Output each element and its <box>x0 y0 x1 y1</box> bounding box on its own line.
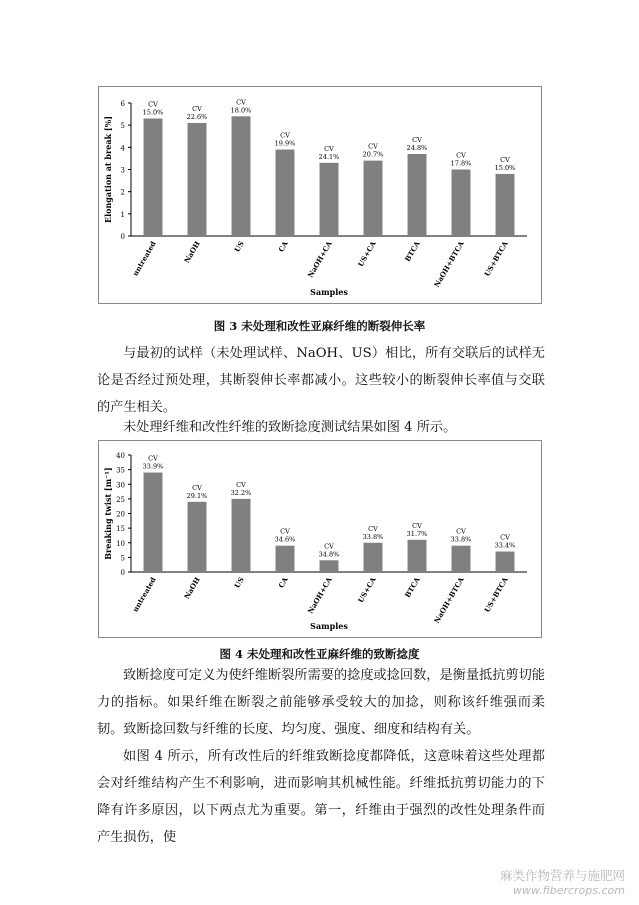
fig3-cv-label: 20.7% <box>362 150 384 159</box>
fig4-cv-prefix: CV <box>412 521 422 530</box>
paragraph-4: 如图 4 所示，所有改性后的纤维致断捻度都降低，这意味着这些处理都会对纤维结构产生不利影响，进而影响其机械性能。纤维抵抗剪切能力的下降有许多原因，以下两点尤为重要。第一，纤维由于强烈的改性处理条件而产生损伤，使 <box>97 749 545 845</box>
fig4-cv-prefix: CV <box>192 483 202 492</box>
site-watermark <box>500 868 625 898</box>
fig3-category-label: US+BTCA <box>482 239 510 278</box>
fig3-category-label: CA <box>276 239 290 254</box>
fig3-category-label: NaOH+BTCA <box>432 239 466 289</box>
fig4-cv-label: 34.8% <box>318 550 340 559</box>
fig4-cv-label: 33.8% <box>362 532 384 541</box>
fig4-cv-label: 29.1% <box>186 491 208 500</box>
paragraph-2: 未处理纤维和改性纤维的致断捻度测试结果如图 4 所示。 <box>123 420 457 435</box>
fig4-category-label: CA <box>276 575 290 590</box>
fig3-y-tick-label: 4 <box>120 144 125 153</box>
fig4-category-label: BTCA <box>402 575 422 600</box>
fig4-y-axis-label: Breaking twist [m⁻¹] <box>103 467 113 560</box>
fig4-cv-prefix: CV <box>280 527 290 536</box>
paragraph-1: 与最初的试样（未处理试样、NaOH、US）相比，所有交联后的试样无论是否经过预处理，其断裂伸长率都减小。这些较小的断裂伸长率值与交联的产生相关。 <box>97 346 545 415</box>
fig3-cv-prefix: CV <box>192 104 202 113</box>
fig3-category-label: untreated <box>130 239 158 278</box>
fig4-y-tick-label: 10 <box>116 539 125 548</box>
fig3-cv-label: 24.1% <box>318 152 340 161</box>
fig3-y-tick-label: 1 <box>120 210 125 219</box>
fig3-cv-prefix: CV <box>456 151 466 160</box>
fig3-bar <box>364 161 383 236</box>
fig4-cv-prefix: CV <box>148 454 158 463</box>
fig4-cv-prefix: CV <box>456 527 466 536</box>
watermark-name: 麻类作物营养与施肥网 <box>499 868 625 883</box>
watermark-url: www.fibercrops.com <box>512 884 625 897</box>
fig3-y-tick-label: 0 <box>120 233 125 241</box>
fig4-bar <box>496 552 515 572</box>
figure4-chart <box>98 440 542 638</box>
figure4-caption: 图 4 未处理和改性亚麻纤维的致断捻度 <box>219 647 420 661</box>
fig3-cv-prefix: CV <box>500 155 510 164</box>
fig4-cv-prefix: CV <box>500 533 510 542</box>
fig3-y-tick-label: 2 <box>120 188 125 197</box>
fig4-category-label: NaOH+BTCA <box>432 575 466 625</box>
fig4-bar <box>232 499 251 572</box>
fig3-bar <box>320 163 339 236</box>
fig4-category-label: NaOH <box>182 575 202 601</box>
fig4-y-tick-label: 0 <box>120 569 125 577</box>
figure3-caption: 图 3 未处理和改性亚麻纤维的断裂伸长率 <box>213 319 426 333</box>
fig3-cv-prefix: CV <box>280 131 290 140</box>
fig4-category-label: US+BTCA <box>482 575 510 614</box>
fig3-bar <box>232 116 251 236</box>
fig3-cv-label: 15.0% <box>142 108 164 117</box>
fig3-cv-prefix: CV <box>412 135 422 144</box>
fig3-bar <box>452 170 471 237</box>
fig4-bar <box>276 546 295 572</box>
fig4-category-label: untreated <box>130 575 158 614</box>
fig4-bar <box>144 473 163 572</box>
fig3-bar <box>144 119 163 236</box>
fig3-bar <box>408 154 427 236</box>
fig4-y-tick-label: 25 <box>116 495 125 504</box>
fig4-bar <box>364 543 383 572</box>
fig4-cv-label: 34.6% <box>274 535 296 544</box>
fig4-category-label: NaOH+CA <box>305 575 334 616</box>
fig3-y-tick-label: 5 <box>120 122 125 131</box>
paragraph-3: 致断捻度可定义为使纤维断裂所需要的捻度或捻回数，是衡量抵抗剪切能力的指标。如果纤维在断裂之前能够承受较大的加捻，则称该纤维强而柔韧。致断捻回数与纤维的长度、均匀度、强度、细度和结构有关。 <box>97 668 545 737</box>
fig3-y-tick-label: 3 <box>120 166 125 175</box>
fig3-cv-label: 15.0% <box>494 163 516 172</box>
fig4-cv-prefix: CV <box>324 542 334 551</box>
fig4-y-tick-label: 15 <box>116 525 125 534</box>
fig3-category-label: BTCA <box>402 239 422 264</box>
fig4-cv-label: 33.8% <box>450 535 472 544</box>
fig4-cv-prefix: CV <box>236 480 246 489</box>
fig4-cv-label: 33.4% <box>494 541 516 550</box>
figure3-chart <box>98 86 542 304</box>
fig3-cv-label: 22.6% <box>186 112 208 121</box>
fig4-bar <box>408 540 427 572</box>
fig4-y-tick-label: 35 <box>116 466 125 475</box>
fig3-cv-label: 17.8% <box>450 159 472 168</box>
figure4-plot <box>99 441 541 637</box>
fig3-cv-label: 19.9% <box>274 139 296 148</box>
fig4-y-tick-label: 40 <box>116 452 125 460</box>
fig3-cv-prefix: CV <box>368 142 378 151</box>
fig4-cv-label: 33.9% <box>142 462 164 471</box>
fig4-category-label: US+CA <box>355 575 378 605</box>
fig3-category-label: US <box>232 239 246 254</box>
fig3-bar <box>188 123 207 236</box>
fig3-bar <box>276 150 295 236</box>
figure3-plot <box>99 87 541 303</box>
fig3-cv-prefix: CV <box>324 144 334 153</box>
fig3-cv-label: 18.0% <box>230 106 252 115</box>
fig3-category-label: US+CA <box>355 239 378 269</box>
fig4-y-tick-label: 5 <box>120 554 125 563</box>
fig3-y-tick-label: 6 <box>120 100 125 108</box>
fig4-x-axis-label: Samples <box>310 621 348 631</box>
fig4-bar <box>188 502 207 572</box>
fig4-cv-prefix: CV <box>368 524 378 533</box>
fig4-y-tick-label: 20 <box>116 510 125 519</box>
fig3-cv-prefix: CV <box>148 100 158 109</box>
fig4-cv-label: 32.2% <box>230 488 252 497</box>
fig4-cv-label: 31.7% <box>406 529 428 538</box>
fig4-bar <box>452 546 471 572</box>
fig3-category-label: NaOH+CA <box>305 239 334 280</box>
fig3-bar <box>496 174 515 236</box>
fig3-y-axis-label: Elongation at break [%] <box>103 116 113 223</box>
fig3-cv-label: 24.8% <box>406 143 428 152</box>
fig3-cv-prefix: CV <box>236 98 246 107</box>
fig3-category-label: NaOH <box>182 239 202 265</box>
fig3-x-axis-label: Samples <box>310 287 348 297</box>
fig4-bar <box>320 560 339 572</box>
fig4-y-tick-label: 30 <box>116 481 125 490</box>
fig4-category-label: US <box>232 575 246 590</box>
